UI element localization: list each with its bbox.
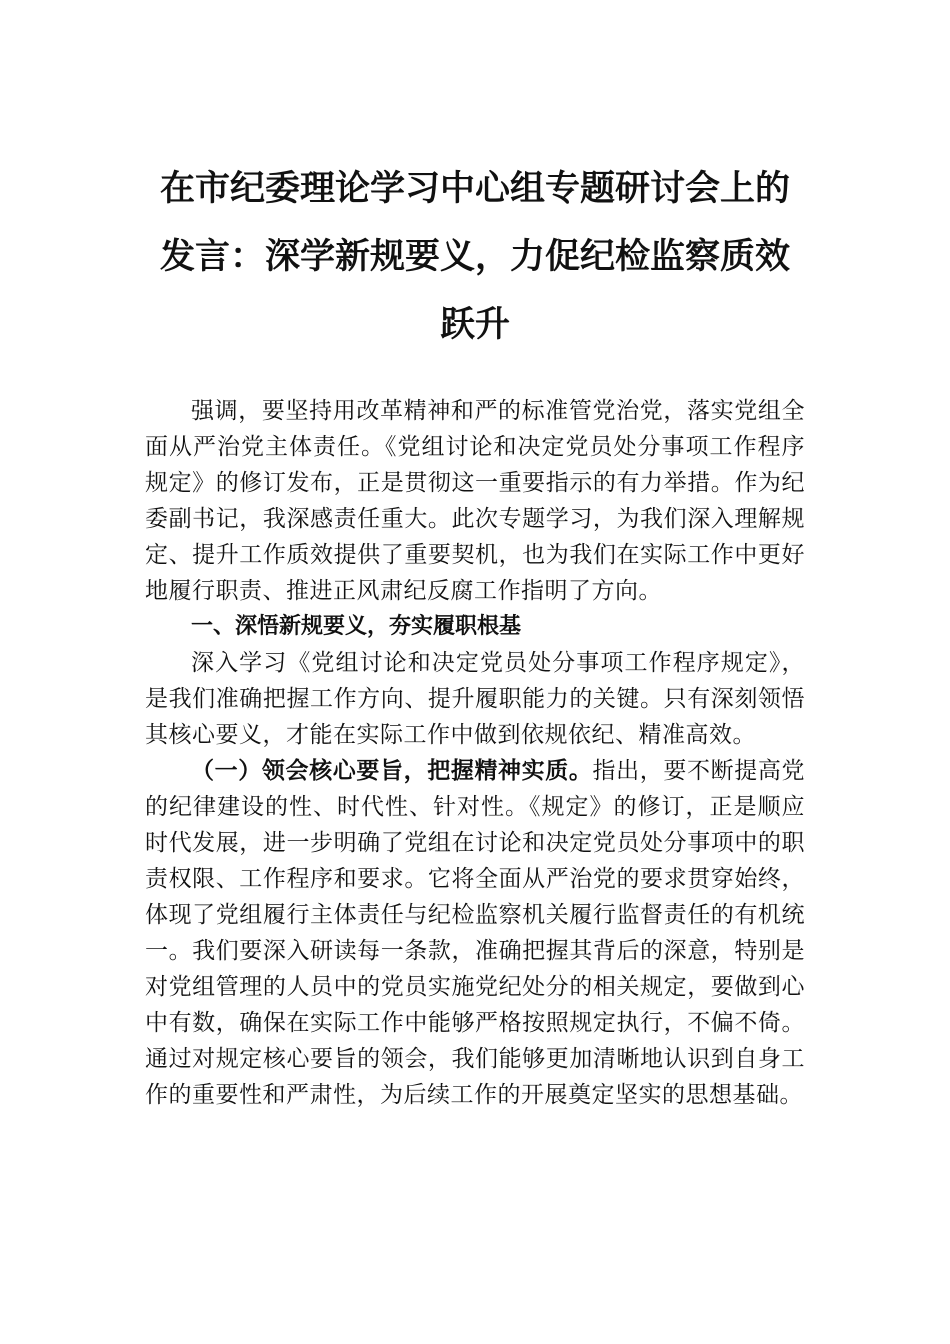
document-body bbox=[145, 393, 805, 1113]
subsection-1-text: 指出，要不断提高党的纪律建设的性、时代性、针对性。《规定》的修订，正是顺应时代发展，进一步明确了党组在讨论和决定党员处分事项中的职责权限、工作程序和要求。它将全面从严治党的要求贯穿始终，体现了党组履行主体责任与纪检监察机关履行监督责任的有机统一。我们要深入研读每一条款，准确把握其背后的深意，特别是对党组管理的人员中的党员实施党纪处分的相关规定，要做到心中有数，确保在实际工作中能够严格按照规定执行，不偏不倚。通过对规定核心要旨的领会，我们能够更加清晰地认识到自身工作的重要性和严肃性，为后续工作的开展奠定坚实的思想基础。 bbox=[145, 758, 806, 1108]
subsection-1-paragraph bbox=[145, 753, 805, 1113]
intro-paragraph: 强调，要坚持用改革精神和严的标准管党治党，落实党组全面从严治党主体责任。《党组讨论和决定党员处分事项工作程序规定》的修订发布，正是贯彻这一重要指示的有力举措。作为纪委副书记，我深感责任重大。此次专题学习，为我们深入理解规定、提升工作质效提供了重要契机，也为我们在实际工作中更好地履行职责、推进正风肃纪反腐工作指明了方向。 bbox=[145, 398, 805, 604]
subsection-1-lead: （一）领会核心要旨，把握精神实质。 bbox=[191, 758, 593, 784]
section-1-paragraph: 深入学习《党组讨论和决定党员处分事项工作程序规定》，是我们准确把握工作方向、提升履职能力的关键。只有深刻领悟其核心要义，才能在实际工作中做到依规依纪、精准高效。 bbox=[145, 650, 805, 748]
title-line-3: 跃升 bbox=[439, 305, 510, 345]
title-line-2: 发言：深学新规要义，力促纪检监察质效 bbox=[159, 237, 790, 277]
section-1-heading: 一、深悟新规要义，夯实履职根基 bbox=[191, 614, 522, 639]
document-title bbox=[145, 155, 805, 359]
title-line-1: 在市纪委理论学习中心组专题研讨会上的 bbox=[159, 169, 790, 209]
